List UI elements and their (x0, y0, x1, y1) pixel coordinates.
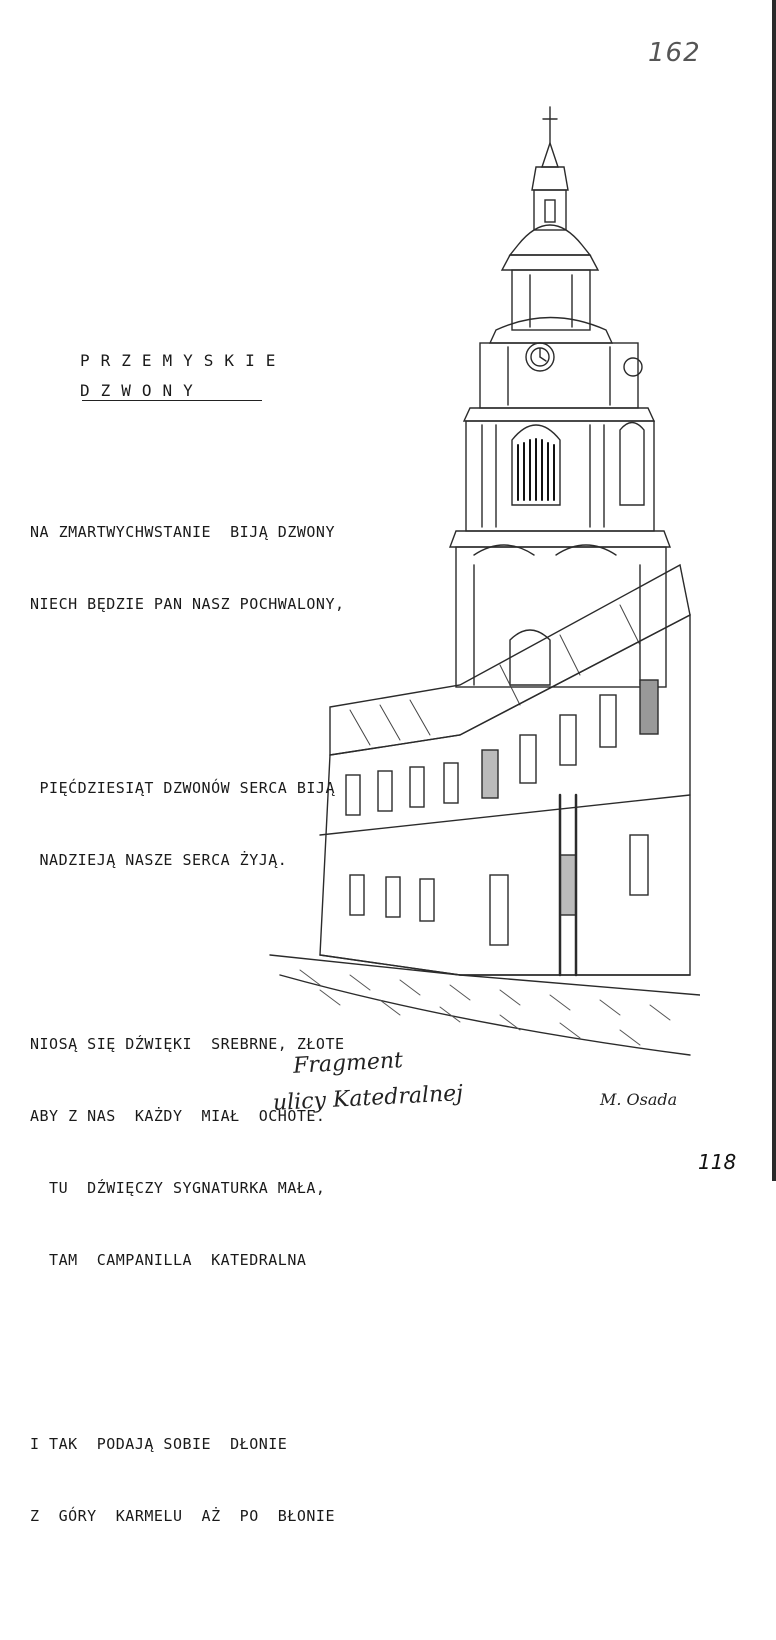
poem-line: NADZIEJĄ NASZE SERCA ŻYJĄ. (30, 851, 288, 869)
title-underline (82, 400, 262, 401)
building-facade (320, 615, 690, 975)
artist-signature: M. Osada (600, 1090, 678, 1109)
poem-line: ABY Z NAS KAŻDY MIAŁ OCHOTE. (30, 1107, 326, 1125)
dome-cornice (502, 255, 598, 270)
street-curb (280, 975, 690, 1055)
poem-line: Z GÓRY KARMELU AŻ PO BŁONIE (30, 1507, 335, 1525)
clock-stage (480, 343, 638, 408)
cathedral-tower-drawing (260, 95, 700, 1075)
facade-windows (346, 680, 658, 945)
clock-cornice (464, 408, 654, 421)
caption-line2: ulicy Katedralnej (272, 1081, 464, 1116)
side-arch (620, 423, 644, 506)
floor-cornice (320, 795, 690, 835)
poem-line: NA ZMARTWYCHWSTANIE BIJĄ DZWONY (30, 523, 335, 541)
tower-door (510, 630, 550, 685)
stanza (30, 1384, 345, 1576)
poem-line: TAM CAMPANILLA KATEDRALNA (30, 1251, 307, 1269)
poem-line: NIECH BĘDZIE PAN NASZ POCHWALONY, (30, 595, 345, 613)
lower-tower (456, 547, 666, 687)
spire-tip (542, 143, 558, 167)
scan-edge (772, 0, 776, 1181)
poem-line: NIOSĄ SIĘ DŹWIĘKI SREBRNE, ZŁOTE (30, 1035, 345, 1053)
poem-line: I TAK PODAJĄ SOBIE DŁONIE (30, 1435, 288, 1453)
poem-line: TU DŹWIĘCZY SYGNATURKA MAŁA, (30, 1179, 326, 1197)
lantern-body (534, 190, 566, 230)
poem-line: PIĘĆDZIESIĄT DZWONÓW SERCA BIJĄ (30, 779, 335, 797)
drawing-caption (270, 1040, 464, 1122)
lantern-cap (532, 167, 568, 190)
belfry-cornice (450, 531, 670, 547)
poem-title-line2: DZWONY (80, 381, 204, 400)
poem-title-line1: PRZEMYSKIE (80, 351, 287, 370)
poem-title (80, 346, 286, 406)
page-number-bottom: 118 (698, 1150, 737, 1174)
side-clock (624, 358, 642, 376)
page-number-top: 162 (648, 38, 701, 68)
lantern-window (545, 200, 555, 222)
caption-line1: Fragment (292, 1048, 404, 1079)
